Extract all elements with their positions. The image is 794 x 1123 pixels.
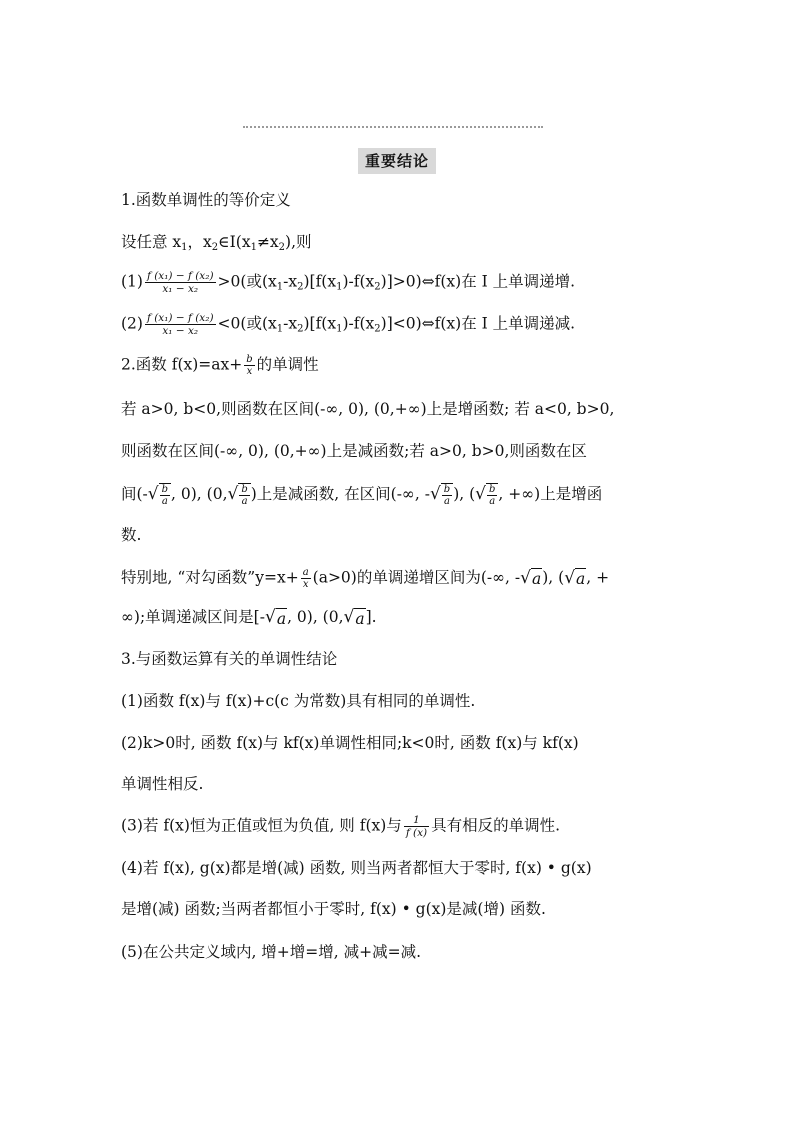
frac-numerator: a: [302, 567, 309, 578]
text: ≠x: [256, 233, 279, 251]
s3-item-2-line-1: (2)k>0时, 函数 f(x)与 kf(x)单调性相同;k<0时, 函数 f(x)与 kf(x): [121, 734, 579, 752]
s3-item-4-line-1: (4)若 f(x), g(x)都是增(减) 函数, 则当两者都恒大于零时, f(x) • g(x): [121, 859, 592, 877]
frac-denominator: a: [160, 495, 170, 507]
frac-denominator: x: [301, 578, 311, 590]
sqrt-b-over-a: √ $\frac{b}{a}$: [430, 483, 453, 507]
s3-item-4-line-2: 是增(减) 函数;当两者都恒小于零时, f(x) • g(x)是减(增) 函数.: [121, 900, 546, 918]
frac-denominator: a: [442, 495, 452, 507]
text: , +∞)上是增函: [498, 485, 603, 503]
radicand: a: [355, 609, 365, 628]
subscript: 2: [297, 281, 304, 293]
sqrt-a: √a: [520, 567, 542, 589]
frac-denominator: f (x): [405, 827, 428, 839]
text: 间(-: [121, 485, 148, 503]
frac-numerator: b: [246, 354, 253, 365]
s2-para-line-1: 若 a>0, b<0,则函数在区间(-∞, 0), (0,+∞)上是增函数; 若 a<0, b>0,: [121, 400, 615, 418]
dotted-divider: [243, 126, 543, 128]
text: )[f(x: [303, 314, 337, 333]
s1-title: 1.函数单调性的等价定义: [121, 191, 291, 209]
text: >0(或(x: [217, 272, 277, 291]
sqrt-b-over-a: √ $\frac{b}{a}$: [475, 483, 498, 507]
text: 2.函数 f(x)=ax+: [121, 355, 243, 374]
subscript: 2: [374, 323, 381, 335]
s2-para-line-4: 数.: [121, 526, 142, 544]
subscript: 1: [336, 323, 343, 335]
subscript: 1: [336, 281, 343, 293]
text: ), (: [542, 568, 565, 587]
text: ].: [365, 608, 377, 626]
radicand: a: [531, 570, 542, 589]
text: )]<0)⇔f(x)在 I 上单调递减.: [380, 314, 576, 333]
sqrt-a: √a: [264, 607, 287, 628]
text: , 0), (0,: [287, 608, 344, 626]
s2-special-line-1: [121, 567, 681, 590]
radicand: a: [276, 609, 287, 628]
frac-numerator: b: [489, 484, 496, 495]
text: <0(或(x: [217, 314, 277, 333]
subscript: 1: [181, 242, 188, 253]
text: )]>0)⇔f(x)在 I 上单调递增.: [380, 272, 576, 291]
frac-numerator: b: [161, 484, 169, 495]
frac-denominator: a: [239, 495, 249, 507]
text: )-f(x: [342, 272, 375, 291]
text: -x: [283, 314, 298, 333]
difference-quotient: [145, 312, 216, 337]
sqrt-b-over-a: √ $\frac{b}{a}$: [148, 483, 171, 507]
frac-numerator: f (x₁) − f (x₂): [146, 312, 214, 324]
s2-para-line-2: 则函数在区间(-∞, 0), (0,+∞)上是减函数;若 a>0, b>0,则函数在区: [121, 442, 587, 460]
subscript: 2: [278, 242, 286, 253]
text: , 0), (0,: [171, 485, 228, 503]
frac-denominator: a: [487, 495, 497, 507]
subscript: 2: [211, 242, 219, 253]
text: (3)若 f(x)恒为正值或恒为负值, 则 f(x)与: [121, 816, 402, 835]
fraction-one-over-fx: [404, 814, 429, 839]
s1-item-1: [121, 270, 681, 298]
section-heading: 重要结论: [358, 148, 436, 174]
text: -x: [283, 272, 298, 291]
frac-denominator: x: [244, 365, 254, 377]
item-label: (1): [121, 272, 143, 291]
radicand: a: [576, 570, 586, 589]
sqrt-a: √a: [564, 567, 586, 589]
s3-item-3: [121, 814, 681, 839]
subscript: 2: [297, 323, 304, 335]
text: )[f(x: [303, 272, 337, 291]
frac-numerator: 1: [413, 814, 420, 826]
text: ∞);单调递减区间是[-: [121, 608, 265, 626]
s2-special-line-2: [121, 607, 681, 629]
subscript: 1: [276, 323, 284, 335]
text: )上是减函数, 在区间(-∞, -: [250, 485, 430, 503]
frac-numerator: b: [443, 484, 451, 495]
sqrt-a: √a: [343, 607, 365, 628]
text: ，x: [187, 233, 212, 251]
frac-numerator: f (x₁) − f (x₂): [146, 270, 214, 282]
text: (a>0)的单调递增区间为(-∞, -: [312, 568, 521, 587]
difference-quotient: [145, 270, 216, 295]
item-label: (2): [121, 314, 143, 333]
text: , +: [586, 568, 610, 587]
text: ∈I(x: [218, 233, 251, 251]
frac-denominator: x₁ − x₂: [145, 282, 216, 295]
sqrt-b-over-a: √ $\frac{b}{a}$: [228, 483, 251, 507]
s2-para-line-3: [121, 483, 681, 507]
text: 的单调性: [256, 355, 319, 374]
s3-item-5: (5)在公共定义域内, 增+增=增, 减+减=减.: [121, 943, 422, 961]
s3-item-2-line-2: 单调性相反.: [121, 775, 204, 793]
s3-item-1: (1)函数 f(x)与 f(x)+c(c 为常数)具有相同的单调性.: [121, 692, 476, 710]
frac-numerator: b: [241, 484, 248, 495]
fraction-b-over-x: [244, 354, 254, 377]
text: ), (: [453, 485, 476, 503]
s1-intro: [121, 232, 681, 258]
subscript: 1: [276, 281, 284, 293]
subscript: 2: [374, 281, 381, 293]
subscript: 1: [250, 242, 257, 253]
text: )-f(x: [342, 314, 375, 333]
text: 设任意 x: [121, 233, 182, 251]
s2-title: [121, 354, 681, 377]
s3-title: 3.与函数运算有关的单调性结论: [121, 650, 338, 668]
text: ),则: [285, 233, 312, 251]
s1-item-2: [121, 312, 681, 340]
text: 具有相反的单调性.: [431, 816, 561, 835]
text: 特别地, “对勾函数”y=x+: [121, 568, 299, 587]
fraction-a-over-x: [301, 567, 311, 590]
frac-denominator: x₁ − x₂: [145, 324, 216, 337]
